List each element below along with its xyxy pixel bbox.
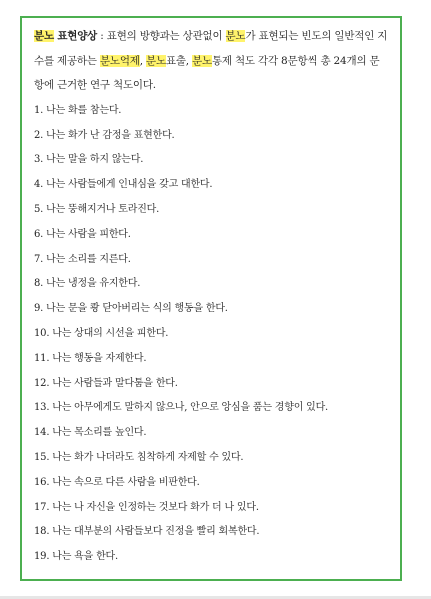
highlight-anger-1: 분노 [225,30,246,42]
question-item: 13. 나는 아무에게도 말하지 않으나, 안으로 앙심을 품는 경향이 있다. [34,402,329,414]
question-item: 5. 나는 뚱해지거나 토라진다. [34,203,160,215]
definition-text-3: , [139,54,146,67]
question-item: 19. 나는 욕을 한다. [34,551,118,563]
question-item: 11. 나는 행동을 자제한다. [34,352,147,364]
question-item: 12. 나는 사람들과 말다툼을 한다. [34,377,178,389]
question-item: 15. 나는 화가 나더라도 침착하게 자제할 수 있다. [34,451,244,463]
question-item: 14. 나는 목소리를 높인다. [34,427,147,439]
question-item: 8. 나는 냉정을 유지한다. [34,278,141,290]
question-item: 4. 나는 사람들에게 인내심을 갖고 대한다. [34,179,213,191]
definition-text-1: 표현의 방향과는 상관없이 [106,30,226,42]
definition-text-2: 가 표현되는 빈도의 일반적인 지수를 제공하는 [34,30,388,67]
term-heading [34,30,97,42]
question-item: 10. 나는 상대의 시선을 피한다. [34,327,169,339]
definition-colon: : [97,30,107,42]
question-item: 3. 나는 말을 하지 않는다. [34,154,144,166]
question-item: 9. 나는 문을 쾅 닫아버리는 식의 행동을 한다. [34,303,228,315]
definition-box [20,16,402,581]
question-item: 2. 나는 화가 난 감정을 표현한다. [34,129,175,141]
question-item: 17. 나는 나 자신을 인정하는 것보다 화가 더 나 있다. [34,501,259,513]
highlight-anger-3: 분노 [192,54,212,67]
term-highlight: 분노 [34,30,54,42]
question-item: 1. 나는 화를 참는다. [34,104,122,116]
definition-text-5: 통제 척도 각각 8문항씩 총 24개의 문항에 근거한 연구 척도이다. [34,54,380,92]
highlight-anger-2: 분노 [146,54,166,67]
highlight-anger-suppression: 분노억제 [99,54,140,67]
question-item: 6. 나는 사람을 피한다. [34,228,131,240]
question-item: 18. 나는 대부분의 사람들보다 진정을 빨리 회복한다. [34,526,260,538]
question-list [34,99,388,570]
question-item: 7. 나는 소리를 지른다. [34,253,131,265]
definition-paragraph [34,24,388,98]
question-item: 16. 나는 속으로 다른 사람을 비판한다. [34,476,200,488]
term-suffix: 표현양상 [53,30,98,42]
definition-text-4: 표출, [165,54,193,67]
